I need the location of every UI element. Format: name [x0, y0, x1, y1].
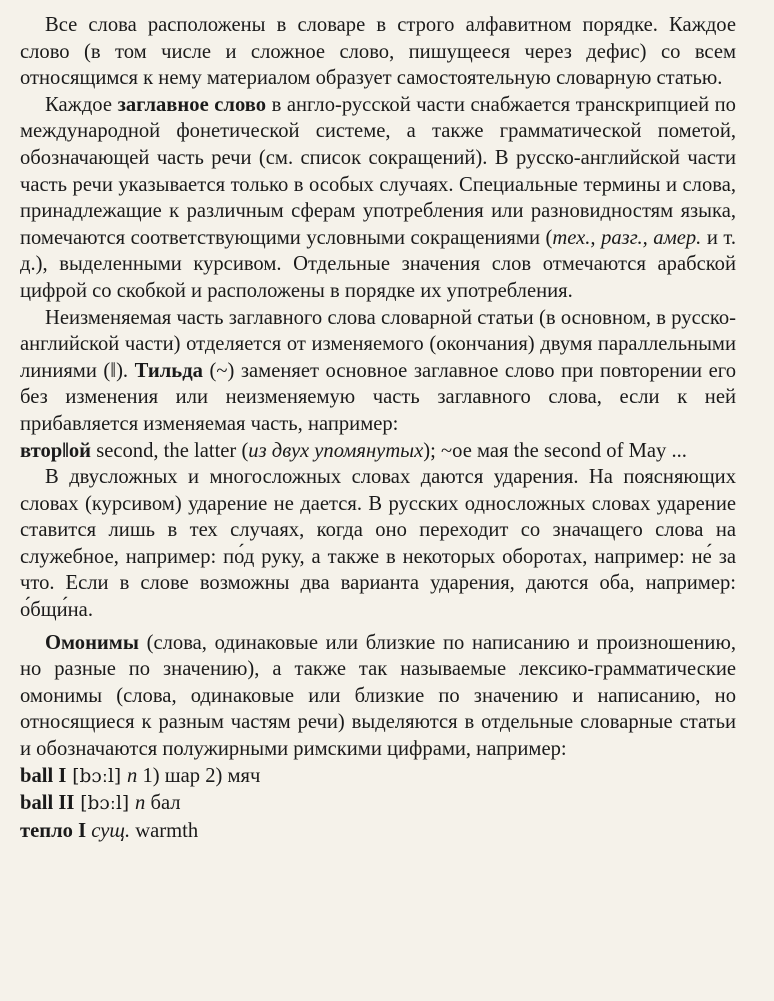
abbreviation-examples: тех., разг., амер.	[552, 226, 702, 249]
paragraph-text: Все слова расположены в словаре в строго алфавитном порядке. Каждое слово (в том числе и сложное слово, пишущееся через дефис) со всем относящимся к нему материалом образует самостоятельную словарную статью.	[20, 14, 736, 90]
example-part-of-speech: n	[127, 764, 138, 787]
homonym-examples	[20, 763, 736, 845]
paragraph-headword-transcription	[20, 92, 736, 305]
example-translation: 1) шар 2) мяч	[137, 764, 261, 787]
paragraph-homonyms	[20, 630, 736, 763]
example-headword: ball II	[20, 792, 75, 815]
example-entry-teplo-1	[20, 818, 736, 845]
paragraph-text-part: (~) заменяет основное заглавное слово при повторении его без изменения или неизменяемую часть заглавного слова, если к ней прибавляется изменяемая часть, например:	[20, 359, 736, 435]
paragraph-text-part: в англо-русской части снабжается транскрипцией по международной фонетической системе, а также грамматической пометой, обозначающей часть речи (см. список сокращений). В русско-английской части часть речи указывается только в особых случаях. Специальные термины и слова, принадлежащие к различным сферам употребления или разновидностям языка, помечаются соответствующими условными сокращениями (	[20, 93, 736, 249]
example-entry-vtoroi	[20, 438, 736, 465]
term-tilde: Тильда	[134, 359, 203, 382]
example-text-part: second, the latter (	[91, 439, 249, 462]
example-gloss: из двух упомянутых	[248, 439, 424, 462]
example-entry-ball-2	[20, 790, 736, 818]
example-headword: тепло I	[20, 819, 87, 842]
example-transcription: [bɔːl]	[66, 765, 128, 787]
example-headword: втор‖ой	[20, 439, 92, 462]
example-translation: бал	[145, 792, 181, 815]
paragraph-text-part: Каждое	[45, 93, 118, 116]
paragraph-tilde-usage	[20, 305, 736, 438]
example-headword: ball I	[20, 764, 67, 787]
paragraph-text-part: Неизменяемая часть заглавного слова словарной статьи (в основном, в русско-английской части) отделяется от изменяемого (окончания) двумя параллельными линиями (‖).	[20, 306, 736, 382]
paragraph-stress-marks	[20, 464, 736, 624]
example-part-of-speech: n	[135, 792, 146, 815]
example-part-of-speech: сущ.	[91, 819, 131, 842]
term-homonyms: Омонимы	[45, 631, 139, 654]
paragraph-text-part: и т. д.), выделенными курсивом. Отдельные значения слов отмечаются арабской цифрой со скобкой и расположены в порядке их употребления.	[20, 226, 736, 302]
term-headword: заглавное слово	[117, 93, 267, 116]
example-transcription: [bɔːl]	[74, 793, 136, 815]
paragraph-text-part: (слова, одинаковые или близкие по написанию и произношению, но разные по значению), а также так называемые лексико-грамматические омонимы (слова, одинаковые или близкие по значению и написанию, но относящиеся к разным частям речи) выделяются в отдельные словарные статьи и обозначаются полужирными римскими цифрами, например:	[20, 631, 736, 761]
paragraph-alphabetical-order	[20, 12, 736, 92]
example-text-part: ); ~ое мая the second of May ...	[423, 439, 687, 462]
example-entry-ball-1	[20, 763, 736, 791]
paragraph-text: В двусложных и многосложных словах даются ударения. На поясняющих словах (курсивом) ударение не дается. В русских односложных словах ударение ставится лишь в тех случаях, когда оно переходит со значащего слова на служебное, например: по́д руку, а также в некоторых оборотах, например: не́ за что. Если в слове возможны два варианта ударения, даются оба, например: о́бщи́на.	[20, 466, 736, 622]
example-translation: warmth	[130, 819, 199, 842]
